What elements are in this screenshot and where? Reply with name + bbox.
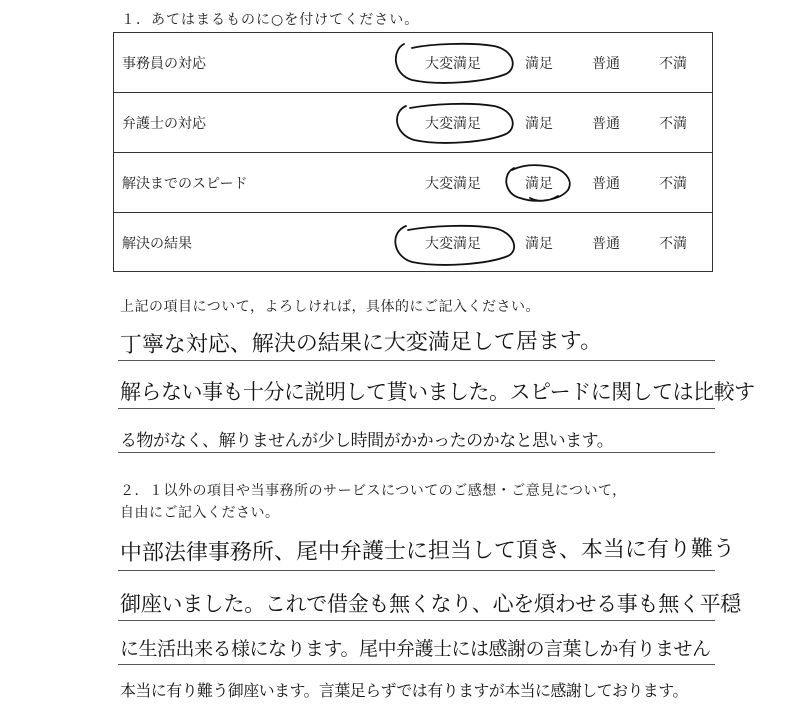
option-dissatisfied[interactable]: 不満 xyxy=(659,236,687,252)
option-neutral[interactable]: 普通 xyxy=(592,176,620,192)
option-satisfied[interactable]: 満足 xyxy=(525,176,553,192)
question1-title: １．あてはまるものに○を付けてください。 xyxy=(121,12,420,28)
option-very-satisfied[interactable]: 大変満足 xyxy=(425,236,481,252)
option-satisfied[interactable]: 満足 xyxy=(525,236,553,252)
row-label: 解決の結果 xyxy=(122,236,192,252)
option-very-satisfied[interactable]: 大変満足 xyxy=(425,56,481,72)
handwritten-comment-line: 丁寧な対応、解決の結果に大変満足して居ます。 xyxy=(119,328,603,359)
comment-prompt: 上記の項目について，よろしければ，具体的にご記入ください。 xyxy=(120,299,540,315)
row-label: 事務員の対応 xyxy=(122,56,206,72)
handwritten-comment-line: に生活出来る様になります。尾中弁護士には感謝の言葉しか有りません xyxy=(120,638,711,660)
option-satisfied[interactable]: 満足 xyxy=(525,116,553,132)
writing-line xyxy=(118,452,715,453)
option-neutral[interactable]: 普通 xyxy=(592,56,620,72)
handwritten-comment-line: 御座いました。これで借金も無くなり、心を煩わせる事も無く平穏 xyxy=(120,592,741,616)
option-very-satisfied[interactable]: 大変満足 xyxy=(425,116,481,132)
handwritten-comment-line: 本当に有り難う御座います。言葉足らずでは有りますが本当に感謝しております。 xyxy=(120,681,688,700)
question2-prompt-line: ２．１以外の項目や当事務所のサービスについてのご感想・ご意見について， xyxy=(120,483,627,499)
row-label: 解決までのスピード xyxy=(122,176,248,192)
option-satisfied[interactable]: 満足 xyxy=(525,56,553,72)
writing-line xyxy=(118,570,715,571)
option-very-satisfied[interactable]: 大変満足 xyxy=(425,176,481,192)
rating-row-speed xyxy=(114,153,712,213)
option-neutral[interactable]: 普通 xyxy=(592,236,620,252)
handwritten-comment-line: る物がなく、解りませんが少し時間がかかったのかなと思います。 xyxy=(120,431,614,451)
handwritten-comment-line: 解らない事も十分に説明して貰いました。スピードに関しては比較す xyxy=(120,380,755,404)
writing-line xyxy=(118,664,715,665)
rating-table xyxy=(113,32,713,272)
writing-line xyxy=(118,620,715,621)
option-dissatisfied[interactable]: 不満 xyxy=(659,176,687,192)
option-dissatisfied[interactable]: 不満 xyxy=(659,116,687,132)
question2-prompt-line: 自由にご記入ください。 xyxy=(120,505,280,521)
option-neutral[interactable]: 普通 xyxy=(592,116,620,132)
rating-row-result xyxy=(114,213,712,273)
row-label: 弁護士の対応 xyxy=(122,116,206,132)
writing-line xyxy=(118,408,715,409)
rating-row-lawyer xyxy=(114,93,712,153)
rating-row-staff xyxy=(114,33,712,93)
option-dissatisfied[interactable]: 不満 xyxy=(659,56,687,72)
writing-line xyxy=(118,360,715,361)
handwritten-comment-line: 中部法律事務所、尾中弁護士に担当して頂き、本当に有り難う xyxy=(119,536,736,566)
